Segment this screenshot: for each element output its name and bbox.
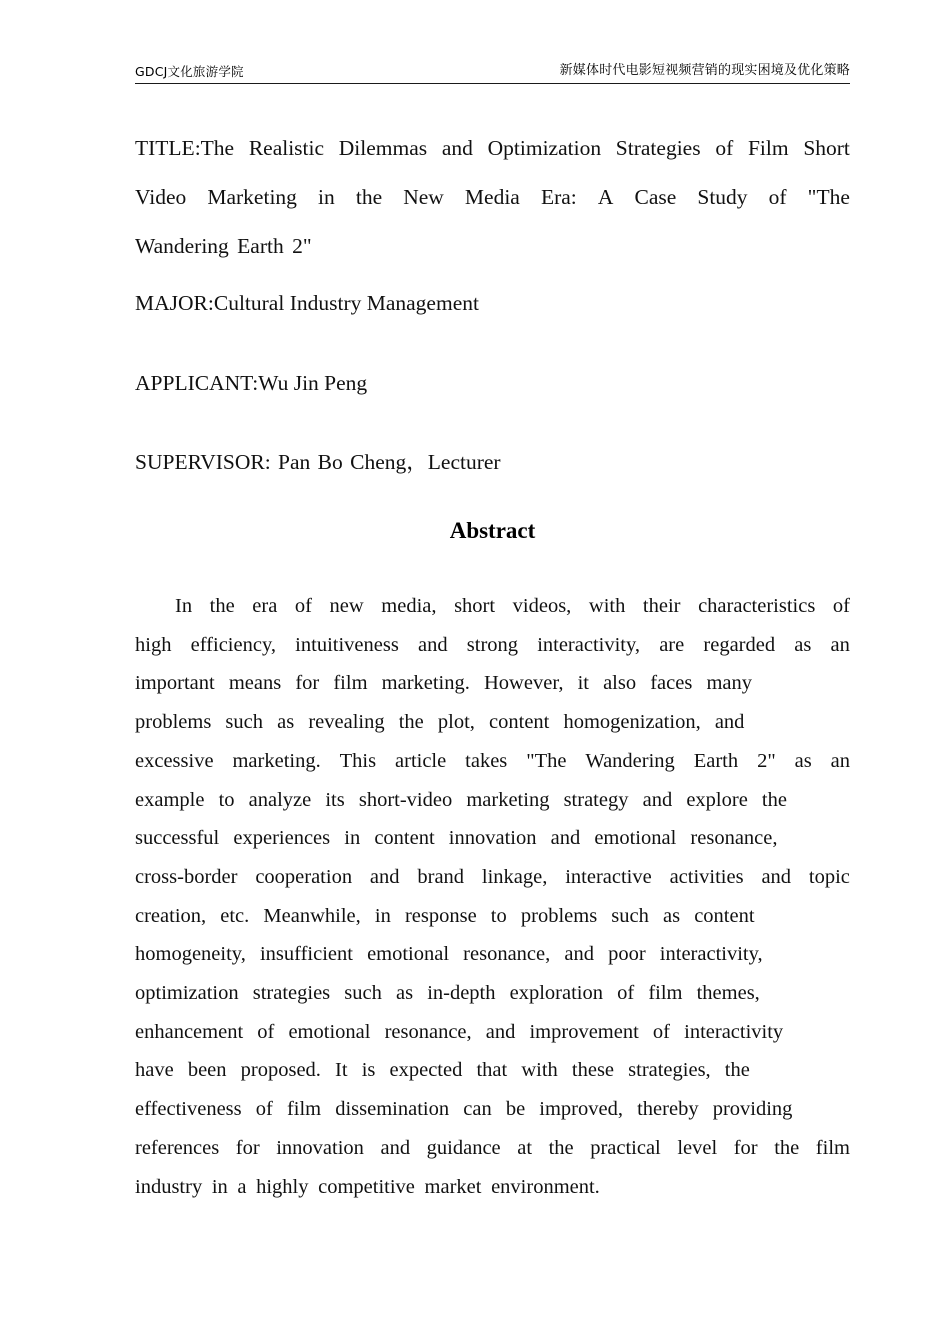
- abstract-line: optimization strategies such as in-depth exploration of film themes,: [135, 982, 760, 1005]
- abstract-word: efficiency,: [190, 633, 276, 656]
- abstract-line: example to analyze its short-video marketing strategy and explore the: [135, 788, 787, 811]
- abstract-word: as: [794, 633, 812, 656]
- abstract-word: and: [380, 1136, 411, 1159]
- abstract-word: marketing.: [232, 749, 321, 772]
- title-word: in: [318, 185, 335, 209]
- title-word: Marketing: [207, 185, 297, 209]
- abstract-word: 2": [757, 749, 776, 772]
- abstract-line: industry in a highly competitive market environment.: [135, 1175, 600, 1198]
- abstract-word: of: [294, 595, 312, 617]
- abstract-line: homogeneity, insufficient emotional resonance, and poor interactivity,: [135, 943, 763, 966]
- abstract-word: guidance: [426, 1136, 501, 1159]
- abstract-line: creation, etc. Meanwhile, in response to problems such as content: [135, 904, 755, 927]
- abstract-word: the: [209, 595, 235, 617]
- abstract-word: In: [175, 595, 193, 617]
- abstract-word: cooperation: [255, 865, 353, 888]
- abstract-line: enhancement of emotional resonance, and improvement of interactivity: [135, 1020, 784, 1043]
- abstract-word: and: [761, 865, 792, 888]
- abstract-word: high: [135, 633, 172, 656]
- abstract-word: their: [642, 595, 681, 617]
- abstract-word: with: [588, 595, 626, 617]
- title-line-3: Wandering Earth 2": [135, 234, 312, 258]
- abstract-line: important means for film marketing. However, it also faces many: [135, 672, 753, 695]
- abstract-body: [135, 587, 850, 1206]
- abstract-word: an: [830, 749, 850, 772]
- supervisor-line: SUPERVISOR: Pan Bo Cheng，Lecturer: [135, 449, 501, 474]
- abstract-line: problems such as revealing the plot, content homogenization, and: [135, 711, 745, 734]
- abstract-word: as: [794, 749, 812, 772]
- page-running-header: [135, 64, 850, 84]
- abstract-word: and: [369, 865, 400, 888]
- abstract-word: excessive: [135, 749, 214, 772]
- title-word: and: [441, 136, 473, 160]
- abstract-word: article: [395, 749, 447, 772]
- abstract-heading: Abstract: [449, 518, 536, 543]
- title-word: Realistic: [248, 136, 325, 160]
- abstract-word: regarded: [703, 633, 776, 656]
- title-line-2: [135, 173, 850, 222]
- abstract-word: new: [329, 595, 364, 617]
- title-word: of: [768, 185, 787, 209]
- title-word: Era:: [540, 185, 577, 209]
- title-word: Strategies: [615, 136, 701, 160]
- title-word: Optimization: [487, 136, 602, 160]
- abstract-line: [135, 587, 850, 626]
- abstract-word: linkage,: [481, 865, 548, 888]
- abstract-word: takes: [465, 749, 508, 772]
- title-word: TITLE:The: [135, 136, 235, 160]
- abstract-word: "The: [526, 749, 567, 772]
- abstract-line: have been proposed. It is expected that with these strategies, the: [135, 1059, 750, 1082]
- title-word: of: [715, 136, 734, 160]
- title-word: Study: [697, 185, 748, 209]
- title-word: A: [597, 185, 614, 209]
- front-matter-block: [135, 124, 850, 475]
- abstract-word: era: [252, 595, 278, 617]
- title-line-1: [135, 124, 850, 173]
- abstract-word: short: [454, 595, 496, 617]
- abstract-word: videos,: [512, 595, 572, 617]
- title-word: "The: [807, 185, 850, 209]
- abstract-word: strong: [466, 633, 519, 656]
- abstract-word: for: [733, 1136, 758, 1159]
- abstract-word: level: [677, 1136, 718, 1159]
- abstract-word: practical: [590, 1136, 661, 1159]
- abstract-word: references: [135, 1136, 220, 1159]
- abstract-line: [135, 1129, 850, 1168]
- title-word: Short: [803, 136, 850, 160]
- title-word: Video: [135, 185, 187, 209]
- title-word: Case: [634, 185, 677, 209]
- abstract-word: interactivity,: [537, 633, 641, 656]
- abstract-word: innovation: [276, 1136, 364, 1159]
- abstract-word: are: [659, 633, 685, 656]
- abstract-word: an: [830, 633, 850, 656]
- abstract-word: This: [339, 749, 377, 772]
- abstract-word: intuitiveness: [295, 633, 399, 656]
- abstract-word: film: [815, 1136, 850, 1159]
- abstract-word: Wandering: [585, 749, 675, 772]
- abstract-word: and: [417, 633, 448, 656]
- abstract-line: [135, 858, 850, 897]
- abstract-word: Earth: [693, 749, 739, 772]
- abstract-word: interactive: [565, 865, 652, 888]
- header-institution: GDCJ文化旅游学院: [135, 63, 244, 79]
- title-word: New: [403, 185, 444, 209]
- abstract-word: of: [832, 595, 850, 617]
- abstract-word: the: [774, 1136, 800, 1159]
- abstract-word: brand: [417, 865, 465, 888]
- title-word: Film: [747, 136, 789, 160]
- abstract-word: for: [235, 1136, 260, 1159]
- abstract-word: characteristics: [698, 595, 816, 617]
- abstract-word: activities: [669, 865, 744, 888]
- abstract-line: [135, 742, 850, 781]
- abstract-line: successful experiences in content innovation and emotional resonance,: [135, 827, 778, 850]
- abstract-word: the: [548, 1136, 574, 1159]
- major-line: MAJOR:Cultural Industry Management: [135, 291, 479, 315]
- title-word: the: [355, 185, 383, 209]
- title-word: Media: [464, 185, 520, 209]
- abstract-word: topic: [808, 865, 850, 888]
- abstract-word: cross-border: [135, 865, 238, 888]
- applicant-line: APPLICANT:Wu Jin Peng: [135, 370, 368, 395]
- abstract-line: effectiveness of film dissemination can be improved, thereby providing: [135, 1098, 793, 1121]
- abstract-word: at: [517, 1136, 533, 1159]
- header-paper-title: 新媒体时代电影短视频营销的现实困境及优化策略: [559, 63, 850, 78]
- title-word: Dilemmas: [338, 136, 428, 160]
- abstract-word: media,: [381, 595, 437, 617]
- abstract-line: [135, 626, 850, 665]
